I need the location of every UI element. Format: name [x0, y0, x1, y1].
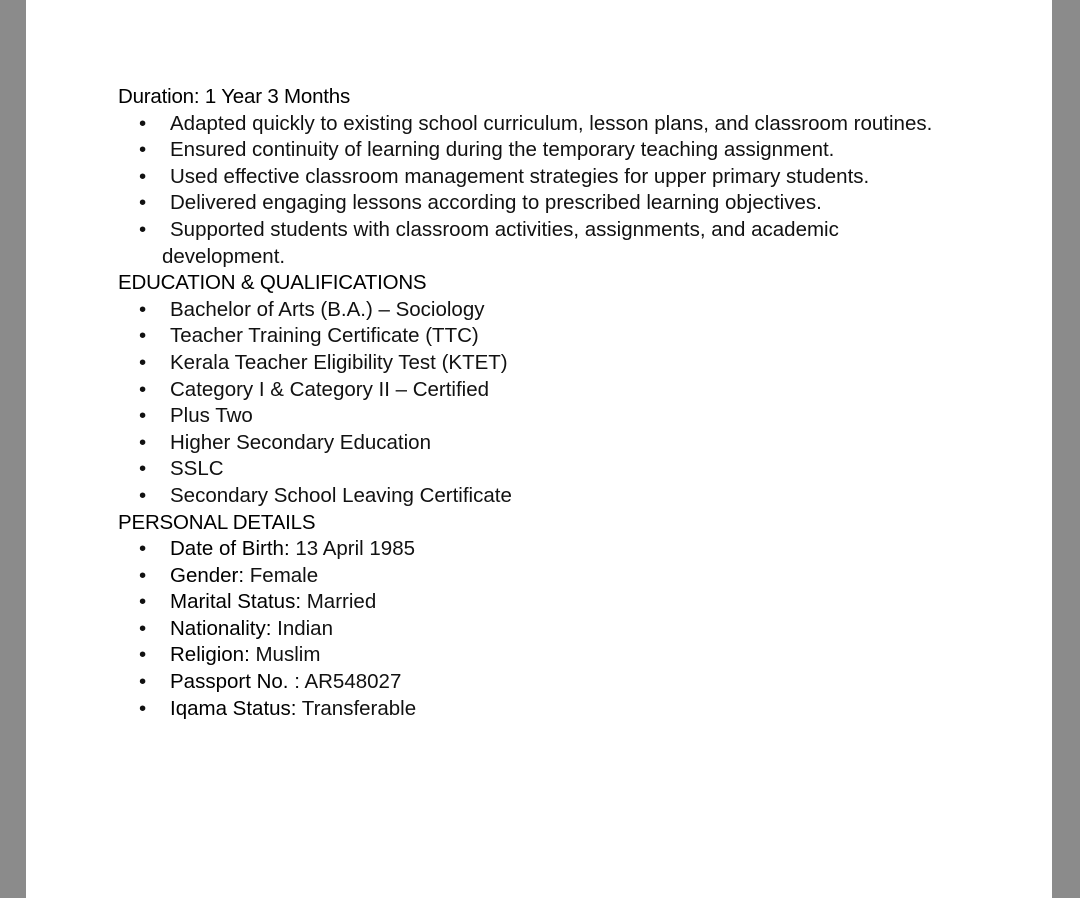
bullet-icon: •: [139, 430, 147, 454]
field-label: Nationality:: [170, 616, 272, 640]
resume-content: [118, 84, 958, 722]
bullet-icon: •: [139, 404, 147, 428]
list-item: • Category I & Category II – Certified: [118, 377, 958, 404]
list-item: [118, 536, 958, 563]
bullet-icon: •: [139, 297, 147, 321]
list-item: [118, 642, 958, 669]
list-item: [118, 669, 958, 696]
field-value: 13 April 1985: [289, 537, 416, 561]
bullet-icon: •: [139, 138, 147, 162]
list-item: [118, 563, 958, 590]
list-item: • Delivered engaging lessons according to prescribed learning objectives.: [118, 190, 958, 217]
bullet-icon: •: [139, 563, 147, 587]
field-value: Transferable: [296, 696, 417, 720]
list-item: [118, 589, 958, 616]
bullet-icon: •: [139, 377, 147, 401]
bullet-icon: •: [139, 483, 147, 507]
bullet-icon: •: [139, 457, 147, 481]
field-label: Passport No.: [170, 670, 289, 694]
bullet-icon: •: [139, 164, 147, 188]
field-label: Iqama Status:: [170, 696, 297, 720]
bullet-icon: •: [139, 350, 147, 374]
field-value: Indian: [271, 616, 333, 640]
list-item: • Plus Two: [118, 403, 958, 430]
list-item: • Higher Secondary Education: [118, 430, 958, 457]
education-heading: EDUCATION & QUALIFICATIONS: [118, 271, 427, 295]
list-item: • Ensured continuity of learning during the temporary teaching assignment.: [118, 137, 958, 164]
bullet-icon: •: [139, 616, 147, 640]
list-item: • Kerala Teacher Eligibility Test (KTET): [118, 350, 958, 377]
field-label: Gender:: [170, 563, 245, 587]
list-item: • Used effective classroom management strategies for upper primary students.: [118, 164, 958, 191]
personal-details-heading: PERSONAL DETAILS: [118, 510, 316, 534]
education-list: [118, 297, 958, 510]
bullet-icon: •: [139, 217, 147, 241]
bullet-icon: •: [139, 324, 147, 348]
bullet-icon: •: [139, 670, 147, 694]
field-label: Marital Status:: [170, 590, 302, 614]
field-value: : AR548027: [288, 670, 402, 694]
bullet-icon: •: [139, 537, 147, 561]
field-value: Muslim: [249, 643, 321, 667]
personal-details-list: [118, 536, 958, 722]
duration-line: Duration: 1 Year 3 Months: [118, 85, 351, 108]
field-label: Date of Birth:: [170, 537, 290, 561]
field-value: Married: [301, 590, 377, 614]
bullet-icon: •: [139, 643, 147, 667]
list-item: • Secondary School Leaving Certificate: [118, 483, 958, 510]
list-item: • Adapted quickly to existing school curriculum, lesson plans, and classroom routines.: [118, 111, 958, 138]
bullet-icon: •: [139, 696, 147, 720]
field-label: Religion:: [170, 643, 250, 667]
list-item: [118, 616, 958, 643]
list-item: • Bachelor of Arts (B.A.) – Sociology: [118, 297, 958, 324]
list-item: • Supported students with classroom activities, assignments, and academic development.: [139, 217, 839, 268]
bullet-icon: •: [139, 590, 147, 614]
field-value: Female: [244, 563, 319, 587]
bullet-icon: •: [139, 191, 147, 215]
experience-list: [118, 111, 958, 271]
bullet-icon: •: [139, 111, 147, 135]
document-page: [26, 0, 1052, 898]
list-item: • Teacher Training Certificate (TTC): [118, 323, 958, 350]
list-item: • SSLC: [118, 456, 958, 483]
list-item: [118, 696, 958, 723]
